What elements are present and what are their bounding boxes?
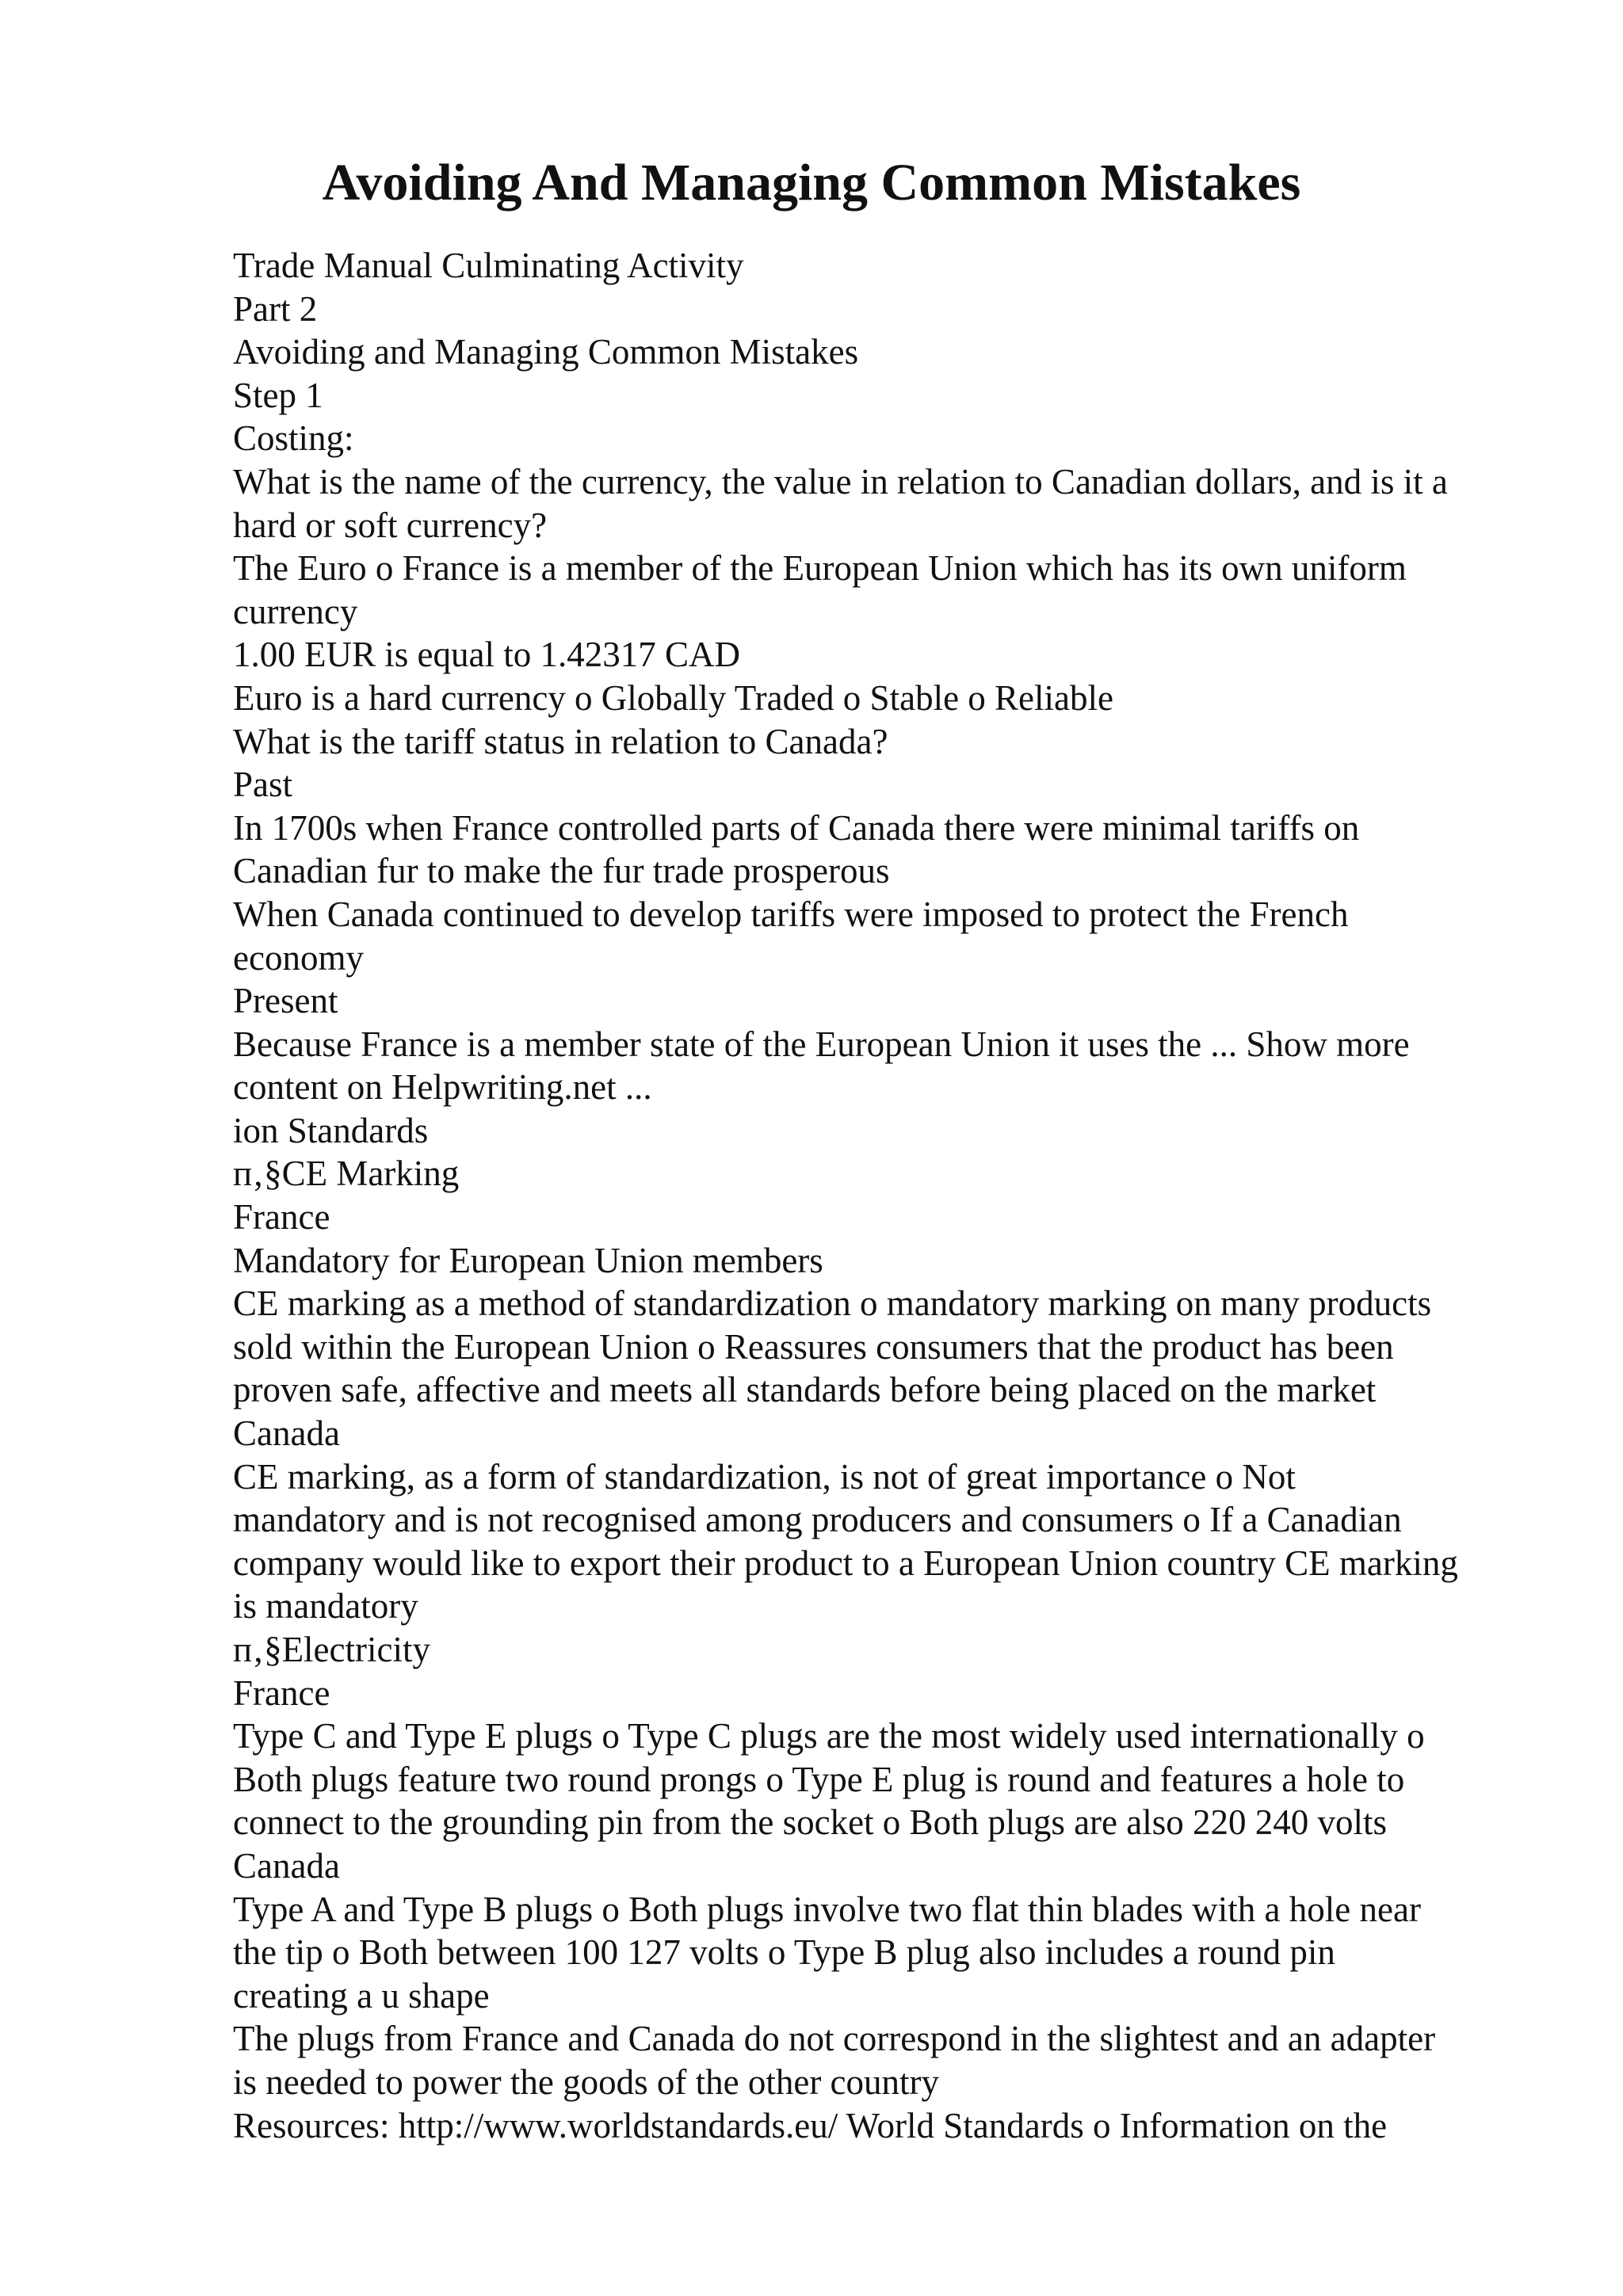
text-line: hard or soft currency?	[233, 505, 548, 545]
text-line: Past	[233, 765, 293, 805]
text-line: Part 2	[233, 288, 318, 329]
text-line: The Euro o France is a member of the European Union which has its own uniform	[233, 548, 1407, 589]
text-line: п‚§Electricity	[233, 1630, 430, 1669]
text-line: content on Helpwriting.net ...	[233, 1067, 652, 1108]
text-line: Canadian fur to make the fur trade prosperous	[233, 851, 890, 891]
text-line: When Canada continued to develop tariffs were imposed to protect the French	[233, 894, 1349, 934]
text-line: mandatory and is not recognised among producers and consumers o If a Canadian	[233, 1500, 1402, 1540]
text-line: France	[233, 1197, 330, 1238]
document-body	[233, 244, 1517, 2147]
text-line: ion Standards	[233, 1110, 429, 1150]
text-line: Avoiding and Managing Common Mistakes	[233, 332, 859, 372]
text-line: Type A and Type B plugs o Both plugs involve two flat thin blades with a hole near	[233, 1889, 1421, 1929]
text-line: the tip o Both between 100 127 volts o Type B plug also includes a round pin	[233, 1932, 1335, 1973]
text-line: Euro is a hard currency o Globally Traded o Stable o Reliable	[233, 677, 1113, 718]
text-line: proven safe, affective and meets all standards before being placed on the market	[233, 1370, 1377, 1410]
text-line: economy	[233, 937, 364, 978]
text-line: Type C and Type E plugs o Type C plugs are the most widely used internationally o	[233, 1716, 1425, 1756]
document-title: Avoiding And Managing Common Mistakes	[322, 154, 1301, 212]
text-line: CE marking as a method of standardization o mandatory marking on many products	[233, 1283, 1432, 1324]
text-line: is needed to power the goods of the other country	[233, 2061, 940, 2102]
text-line: Resources: http://www.worldstandards.eu/ World Standards o Information on the	[233, 2105, 1388, 2145]
text-line: Canada	[233, 1413, 340, 1454]
text-line: Both plugs feature two round prongs o Type E plug is round and features a hole to	[233, 1759, 1405, 1799]
text-line: company would like to export their product to a European Union country CE marking	[233, 1543, 1458, 1583]
text-line: Step 1	[233, 375, 323, 415]
text-line: 1.00 EUR is equal to 1.42317 CAD	[233, 635, 740, 675]
text-line: What is the tariff status in relation to Canada?	[233, 721, 888, 761]
text-line: currency	[233, 591, 358, 631]
text-line: п‚§CE Marking	[233, 1154, 460, 1194]
text-line: In 1700s when France controlled parts of Canada there were minimal tariffs on	[233, 807, 1360, 848]
text-line: France	[233, 1672, 330, 1713]
text-line: What is the name of the currency, the value in relation to Canadian dollars, and is it a	[233, 461, 1448, 502]
text-line: Costing:	[233, 418, 354, 459]
text-line: The plugs from France and Canada do not correspond in the slightest and an adapter	[233, 2019, 1436, 2059]
text-line: CE marking, as a form of standardization, is not of great importance o Not	[233, 1456, 1296, 1497]
text-line: is mandatory	[233, 1586, 418, 1627]
text-line: Mandatory for European Union members	[233, 1240, 823, 1280]
text-line: Because France is a member state of the European Union it uses the ... Show more	[233, 1024, 1410, 1064]
text-line: Present	[233, 981, 338, 1021]
text-line: connect to the grounding pin from the socket o Both plugs are also 220 240 volts	[233, 1802, 1388, 1843]
text-line: sold within the European Union o Reassures consumers that the product has been	[233, 1326, 1394, 1367]
text-line: Trade Manual Culminating Activity	[233, 246, 744, 285]
text-line: creating a u shape	[233, 1975, 490, 2016]
text-line: Canada	[233, 1845, 340, 1886]
